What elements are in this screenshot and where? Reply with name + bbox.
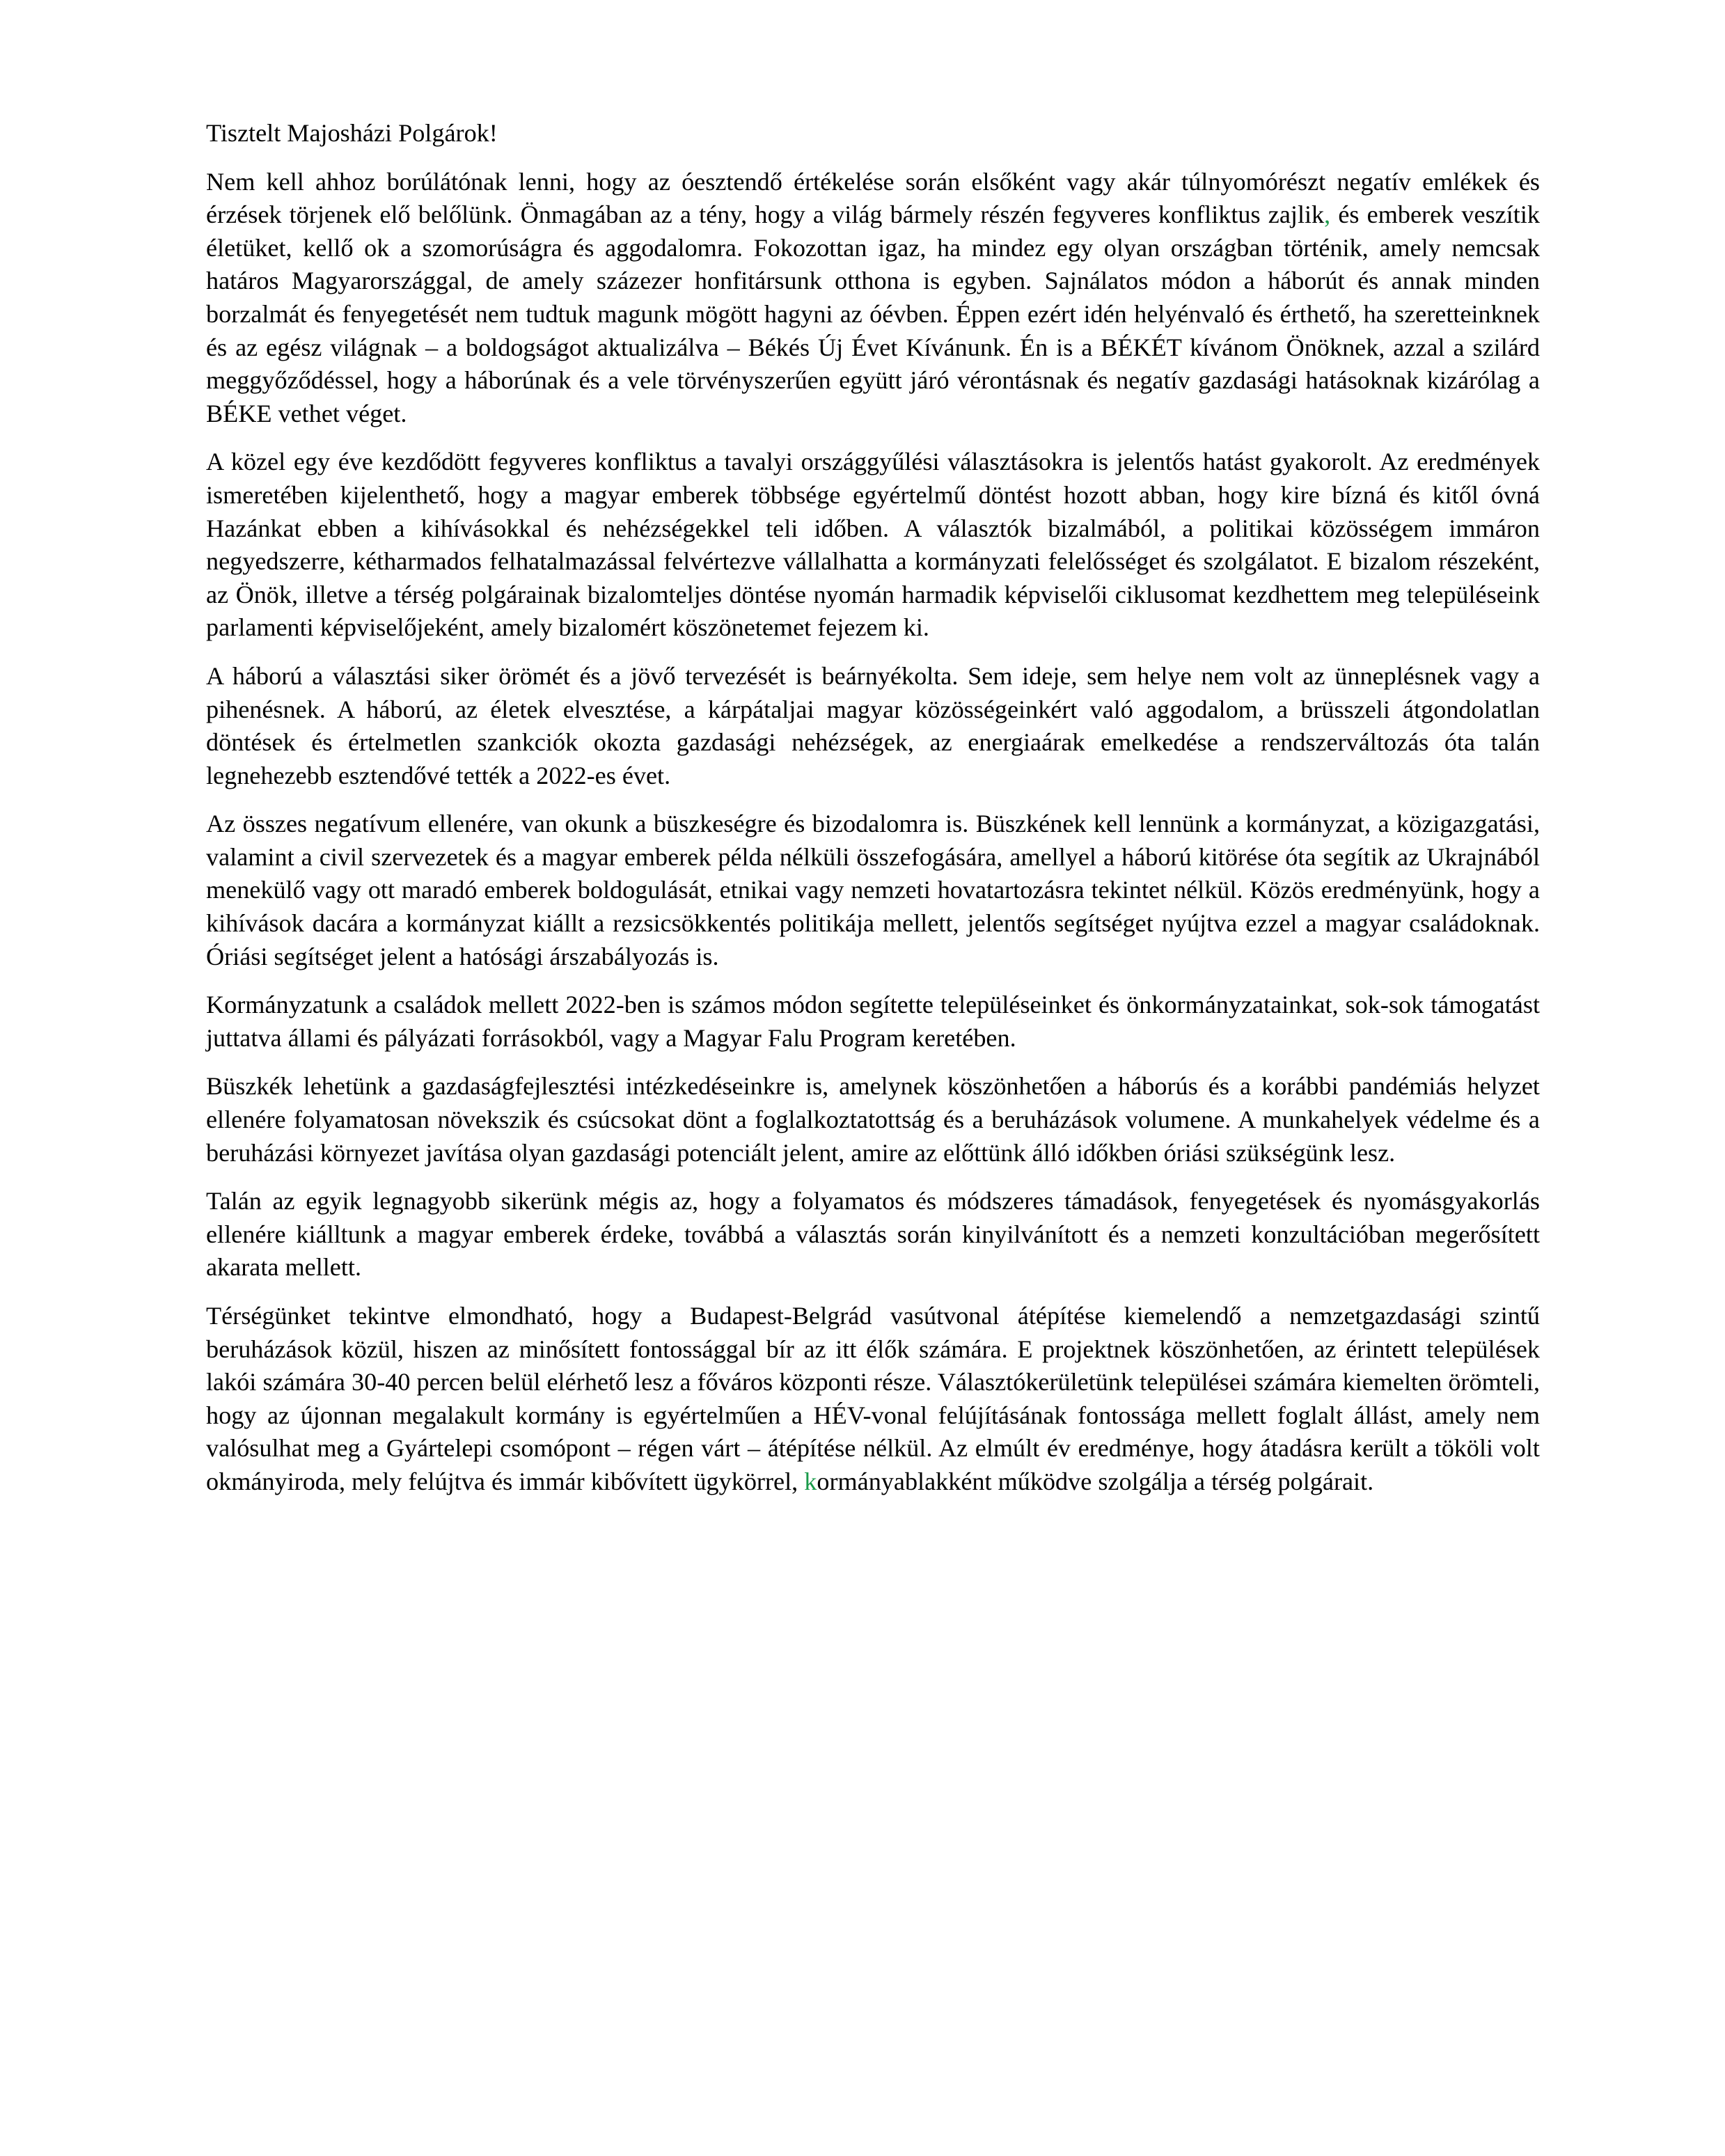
text-segment: Térségünket tekintve elmondható, hogy a Budapest-Belgrád vasútvonal átépítése kiemelendő a nemzetgazdasági szintű beruházások közül, hiszen az minősített fontossággal bír az itt élők számára. E projektnek köszönhetően, az érintett települések lakói számára 30-40 percen belül elérhető lesz a főváros központi része. Választókerületünk települései számára kiemelten örömteli, hogy az újonnan megalakult kormány is egyértelműen a HÉV-vonal felújításának fontossága mellett foglalt állást, amely nem valósulhat meg a Gyártelepi csomópont – régen várt – átépítése nélkül. Az elmúlt év eredménye, hogy átadásra került a tököli volt okmányiroda, mely felújtva és immár kibővített ügykörrel, (206, 1302, 1540, 1495)
paragraph-2 (206, 446, 1540, 645)
paragraph-5 (206, 989, 1540, 1055)
text-segment: Nem kell ahhoz borúlátónak lenni, hogy az óesztendő értékelése során elsőként vagy akár túlnyomórészt negatív emlékek és érzések törjenek elő belőlünk. Önmagában az a tény, hogy a világ bármely részén fegyveres konfliktus zajlik (206, 167, 1540, 229)
text-segment: ormányablakként működve szolgálja a térség polgárait. (817, 1467, 1374, 1495)
text-segment: A közel egy éve kezdődött fegyveres konfliktus a tavalyi országgyűlési választásokra is jelentős hatást gyakorolt. Az eredmények ismeretében kijelenthető, hogy a magyar emberek többsége egyértelmű döntést hozott abban, hogy kire bízná és kitől óvná Hazánkat ebben a kihívásokkal és nehézségekkel teli időben. A választók bizalmából, a politikai közösségem immáron negyedszerre, kétharmados felhatalmazással felvértezve vállalhatta a kormányzati felelősséget és szolgálatot. E bizalom részeként, az Önök, illetve a térség polgárainak bizalomteljes döntése nyomán harmadik képviselői ciklusomat kezdhettem meg településeink parlamenti képviselőjeként, amely bizalomért köszönetemet fejezem ki. (206, 448, 1540, 642)
text-segment: Kormányzatunk a családok mellett 2022-ben is számos módon segítette településeinket és önkormányzatainkat, sok-sok támogatást juttatva állami és pályázati forrásokból, vagy a Magyar Falu Program keretében. (206, 991, 1540, 1052)
paragraph-3 (206, 660, 1540, 792)
text-segment: Az összes negatívum ellenére, van okunk a büszkeségre és bizodalomra is. Büszkének kell lennünk a kormányzat, a közigazgatási, valamint a civil szervezetek és a magyar emberek példa nélküli összefogására, amellyel a háború kitörése óta segítik az Ukrajnából menekülő vagy ott maradó emberek boldogulását, etnikai vagy nemzeti hovatartozásra tekintet nélkül. Közös eredményünk, hogy a kihívások dacára a kormányzat kiállt a rezsicsökkentés politikája mellett, jelentős segítséget nyújtva ezzel a magyar családoknak. Óriási segítséget jelent a hatósági árszabályozás is. (206, 810, 1540, 970)
paragraph-8 (206, 1300, 1540, 1499)
text-segment: Büszkék lehetünk a gazdaságfejlesztési intézkedéseinkre is, amelynek köszönhetően a háborús és a korábbi pandémiás helyzet ellenére folyamatosan növekszik és csúcsokat dönt a foglalkoztatottság és a beruházások volumene. A munkahelyek védelme és a beruházási környezet javítása olyan gazdasági potenciált jelent, amire az előttünk álló időkben óriási szükségünk lesz. (206, 1072, 1540, 1167)
letter-document (206, 117, 1540, 1514)
accent-comma: , (1324, 200, 1331, 229)
accent-letter: k (804, 1467, 817, 1495)
paragraph-6 (206, 1070, 1540, 1170)
salutation: Tisztelt Majosházi Polgárok! (206, 119, 498, 147)
text-segment: A háború a választási siker örömét és a jövő tervezését is beárnyékolta. Sem ideje, sem helye nem volt az ünneplésnek vagy a pihenésnek. A háború, az életek elvesztése, a kárpátaljai magyar közösségeinkért való aggodalom, a brüsszeli átgondolatlan döntések és értelmetlen szankciók okozta gazdasági nehézségek, az energiaárak emelkedése a rendszerváltozás óta talán legnehezebb esztendővé tették a 2022-es évet. (206, 661, 1540, 789)
paragraph-7 (206, 1185, 1540, 1284)
paragraph-4 (206, 808, 1540, 973)
text-segment: Talán az egyik legnagyobb sikerünk mégis az, hogy a folyamatos és módszeres támadások, fenyegetések és nyomásgyakorlás ellenére kiálltunk a magyar emberek érdeke, továbbá a választás során kinyilvánított és a nemzeti konzultációban megerősített akarata mellett. (206, 1187, 1540, 1282)
text-segment: és emberek veszítik életüket, kellő ok a szomorúságra és aggodalomra. Fokozottan igaz, ha mindez egy olyan országban történik, amely nemcsak határos Magyarországgal, de amely százezer honfitársunk otthona is egyben. Sajnálatos módon a háborút és annak minden borzalmát és fenyegetését nem tudtuk magunk mögött hagyni az óévben. Éppen ezért idén helyénvaló és érthető, ha szeretteinknek és az egész világnak – a boldogságot aktualizálva – Békés Új Évet Kívánunk. Én is a BÉKÉT kívánom Önöknek, azzal a szilárd meggyőződéssel, hogy a háborúnak és a vele törvényszerűen együtt járó vérontásnak és negatív gazdasági hatásoknak kizárólag a BÉKE vethet véget. (206, 200, 1540, 427)
paragraph-1 (206, 166, 1540, 431)
